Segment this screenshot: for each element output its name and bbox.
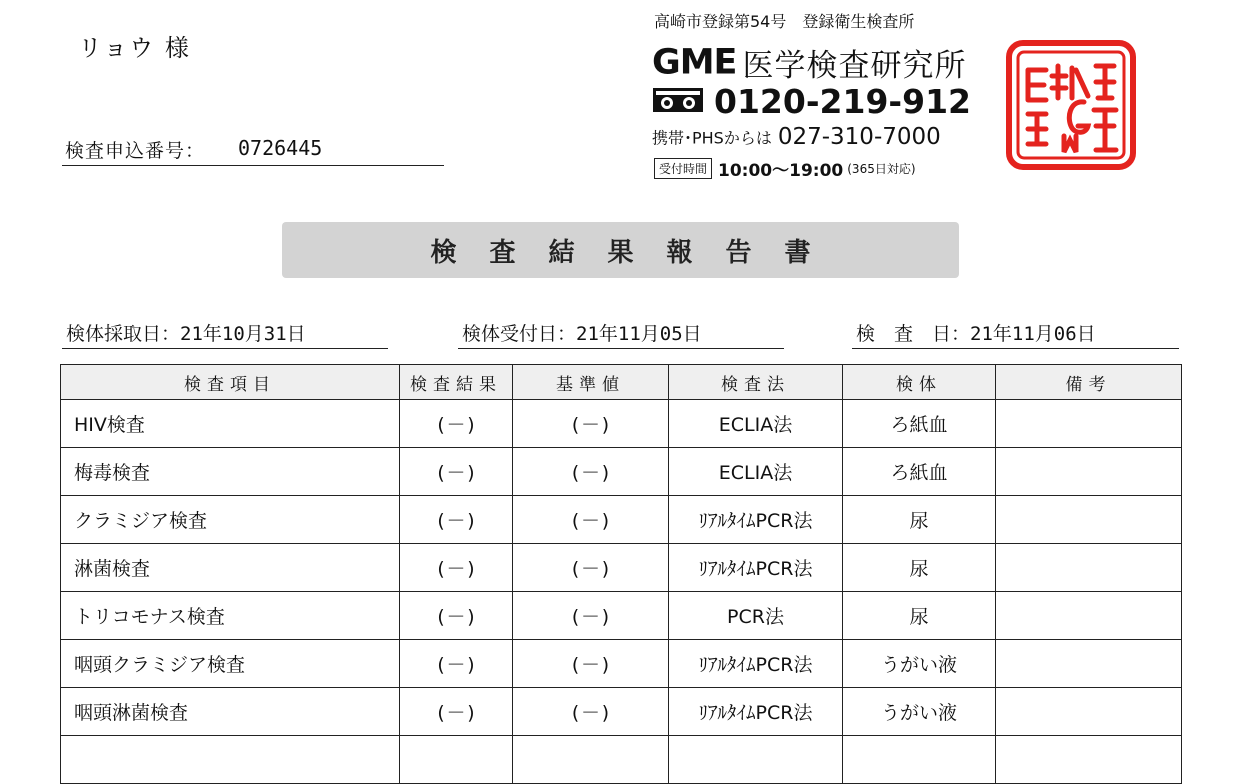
mobile-number: 027-310-7000: [777, 124, 941, 150]
cell-specimen: ろ紙血: [843, 448, 996, 496]
cell-remarks: [996, 496, 1182, 544]
cell-reference: (－): [513, 400, 669, 448]
test-date-label: 検 査 日：: [856, 323, 971, 345]
header-method: 検査法: [669, 365, 843, 400]
table-row: [61, 496, 1182, 544]
lab-title: 医学検査研究所: [742, 48, 967, 84]
cell-method: ECLIA法: [669, 448, 843, 496]
cell-specimen: [843, 736, 996, 784]
table-row: [61, 592, 1182, 640]
cell-result: (－): [400, 448, 513, 496]
mobile-label: 携帯･PHSからは: [652, 128, 772, 148]
cell-remarks: [996, 688, 1182, 736]
cell-method: ECLIA法: [669, 400, 843, 448]
cell-specimen: 尿: [843, 592, 996, 640]
hours-label: 受付時間: [654, 158, 712, 179]
cell-result: (－): [400, 544, 513, 592]
cell-item: [61, 736, 400, 784]
cell-remarks: [996, 640, 1182, 688]
test-date-value: 21年11月06日: [970, 323, 1096, 345]
cell-remarks: [996, 592, 1182, 640]
cell-reference: (－): [513, 544, 669, 592]
table-header-row: [61, 365, 1182, 400]
lab-registration: 高崎市登録第54号 登録衛生検査所: [654, 12, 915, 31]
cell-method: ﾘｱﾙﾀｲﾑPCR法: [669, 496, 843, 544]
cell-result: (－): [400, 400, 513, 448]
sampling-date-field: [62, 318, 388, 349]
sampling-date-label: 検体採取日：: [66, 323, 181, 345]
cell-specimen: うがい液: [843, 640, 996, 688]
cell-specimen: ろ紙血: [843, 400, 996, 448]
cell-reference: (－): [513, 448, 669, 496]
header-item: 検査項目: [61, 365, 400, 400]
cell-remarks: [996, 736, 1182, 784]
cell-reference: (－): [513, 592, 669, 640]
application-number-value: 0726445: [238, 136, 323, 160]
freedial-number: 0120-219-912: [714, 82, 972, 121]
table-row: [61, 640, 1182, 688]
cell-specimen: 尿: [843, 544, 996, 592]
cell-reference: (－): [513, 688, 669, 736]
cell-item: クラミジア検査: [61, 496, 400, 544]
mobile-row: [652, 124, 941, 150]
table-row: [61, 736, 1182, 784]
cell-result: (－): [400, 592, 513, 640]
header-result: 検査結果: [400, 365, 513, 400]
header-reference: 基準値: [513, 365, 669, 400]
cell-item: 咽頭淋菌検査: [61, 688, 400, 736]
received-date-field: [458, 318, 784, 349]
cell-item: トリコモナス検査: [61, 592, 400, 640]
cell-method: [669, 736, 843, 784]
cell-result: [400, 736, 513, 784]
cell-specimen: うがい液: [843, 688, 996, 736]
report-title-bar: [282, 222, 959, 278]
cell-item: HIV検査: [61, 400, 400, 448]
cell-remarks: [996, 544, 1182, 592]
lab-brand: GME: [652, 42, 737, 83]
cell-method: ﾘｱﾙﾀｲﾑPCR法: [669, 688, 843, 736]
cell-method: PCR法: [669, 592, 843, 640]
cell-remarks: [996, 400, 1182, 448]
table-row: [61, 448, 1182, 496]
lab-name: [652, 40, 967, 84]
cell-method: ﾘｱﾙﾀｲﾑPCR法: [669, 544, 843, 592]
report-title: 検査結果報告書: [430, 237, 844, 268]
hours-note: (365日対応): [847, 162, 916, 176]
cell-result: (－): [400, 688, 513, 736]
application-number-field: [62, 133, 444, 166]
cell-result: (－): [400, 496, 513, 544]
cell-remarks: [996, 448, 1182, 496]
header-remarks: 備考: [996, 365, 1182, 400]
company-seal: [1006, 40, 1136, 170]
hours-time: 10:00〜19:00: [718, 161, 844, 181]
cell-reference: (－): [513, 496, 669, 544]
received-date-label: 検体受付日：: [462, 323, 577, 345]
cell-item: 咽頭クラミジア検査: [61, 640, 400, 688]
cell-reference: [513, 736, 669, 784]
table-row: [61, 400, 1182, 448]
table-row: [61, 688, 1182, 736]
hours-row: [654, 156, 916, 181]
recipient-name: リョウ 様: [78, 34, 191, 62]
freedial-icon: [652, 87, 704, 117]
received-date-value: 21年11月05日: [576, 323, 702, 345]
cell-method: ﾘｱﾙﾀｲﾑPCR法: [669, 640, 843, 688]
application-number-label: 検査申込番号：: [65, 140, 206, 162]
cell-item: 淋菌検査: [61, 544, 400, 592]
cell-reference: (－): [513, 640, 669, 688]
sampling-date-value: 21年10月31日: [180, 323, 306, 345]
table-row: [61, 544, 1182, 592]
cell-specimen: 尿: [843, 496, 996, 544]
header-specimen: 検体: [843, 365, 996, 400]
cell-item: 梅毒検査: [61, 448, 400, 496]
results-table: [60, 364, 1182, 784]
cell-result: (－): [400, 640, 513, 688]
test-date-field: [852, 318, 1179, 349]
freedial-row: [652, 82, 971, 122]
